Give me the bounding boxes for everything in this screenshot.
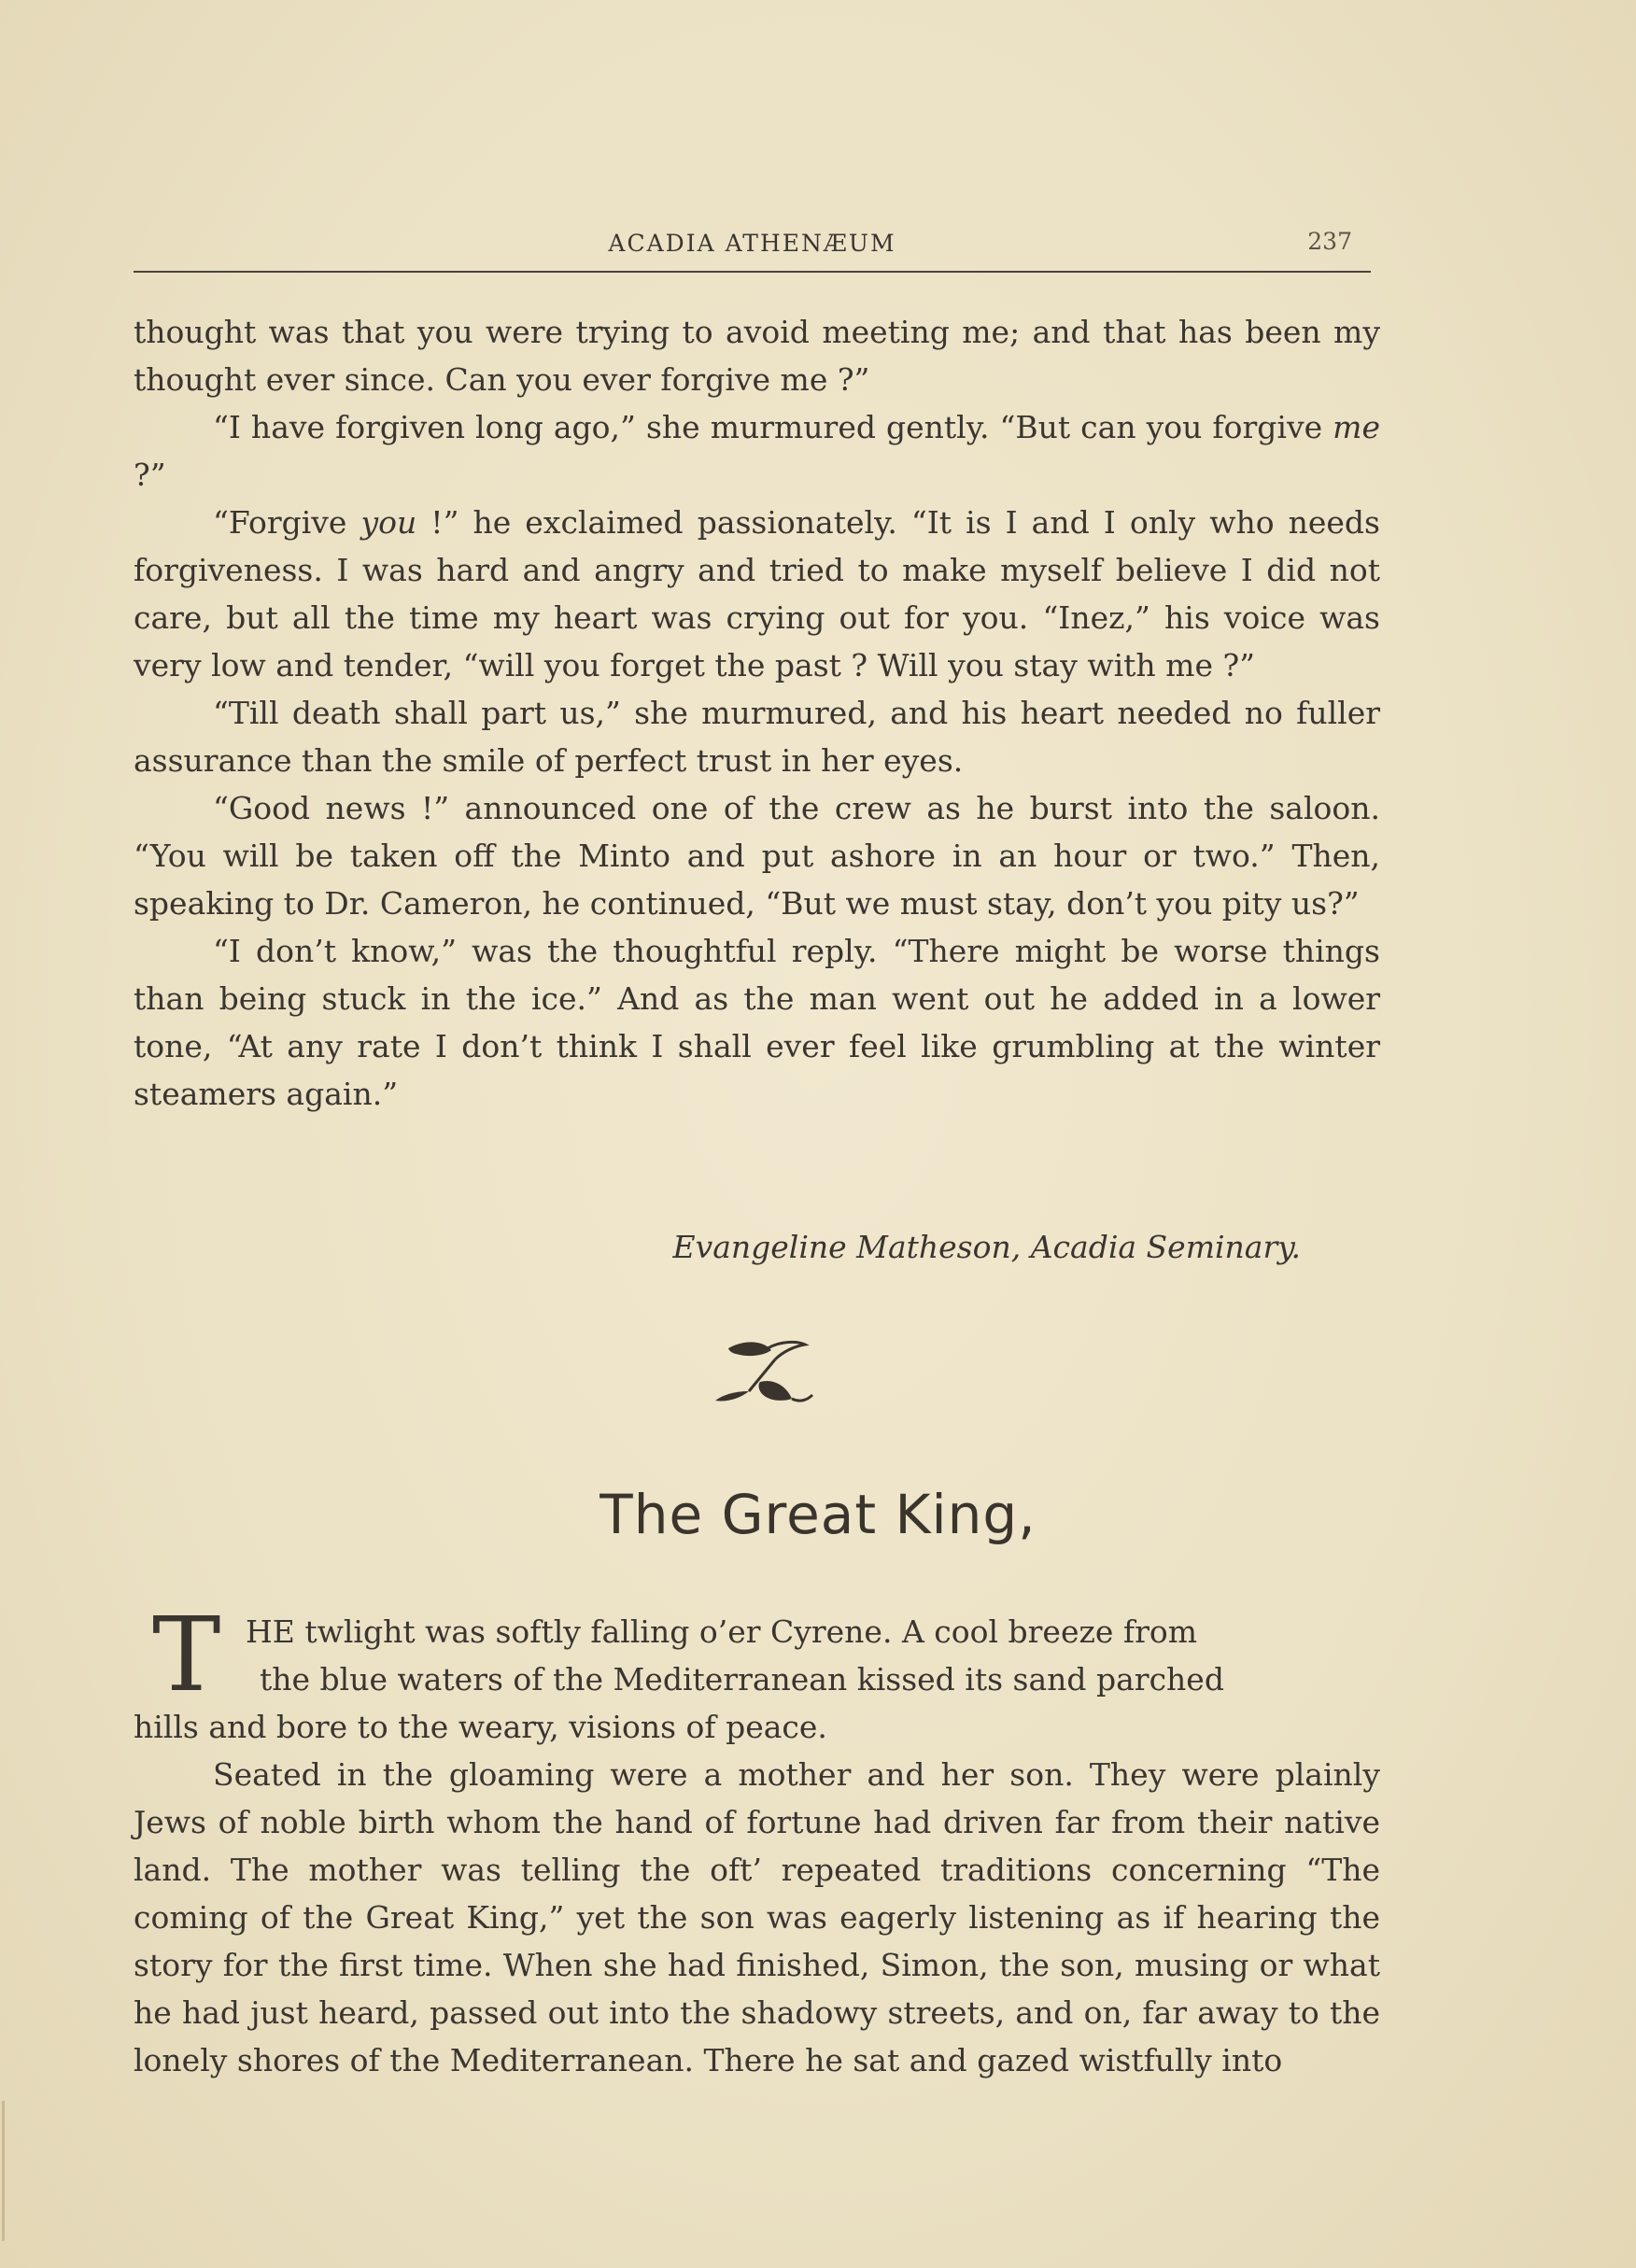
paragraph: Seated in the gloaming were a mother and her son. They were plainly Jews of noble birth whom the hand of fortune had driven far from their native land. The mother was telling the oft’ repeated traditions concerning “The coming of the Great King,” yet the son was eagerly listening as if hearing the story for the first time. When she had finished, Simon, the son, musing or what he had just heard, passed out into the shadowy streets, and on, far away to the lonely shores of the Mediterranean. There he sat and gazed wistfully into — [134, 1756, 1380, 2078]
opening-line: HE twlight was softly falling o’er Cyrene. A cool breeze from — [246, 1613, 1198, 1650]
page-header — [134, 224, 1371, 273]
paragraph: thought was that you were trying to avoid meeting me; and that has been my thought ever since. Can you ever forgive me ?” — [134, 314, 1380, 398]
story-text — [134, 308, 1380, 1118]
section-title: The Great King, — [599, 1483, 1037, 1546]
paragraph: “I don’t know,” was the thoughtful reply. “There might be worse things than being stuck in the ice.” And as the man went out he added in a lower tone, “At any rate I don’t think I shall ever feel like grumbling at the winter steamers again.” — [134, 933, 1380, 1112]
paragraph: “Till death shall part us,” she murmured, and his heart needed no fuller assurance than the smile of perfect trust in her eyes. — [134, 695, 1380, 779]
opening-line: hills and bore to the weary, visions of peace. — [134, 1709, 827, 1745]
margin-mark — [2, 2101, 5, 2241]
running-title: ACADIA ATHENÆUM — [608, 230, 896, 257]
paragraph: “Forgive you !” he exclaimed passionately. “It is I and I only who needs forgiveness. I was hard and angry and tried to make myself believe I did not care, but all the time my heart was crying out for you. “Inez,” his voice was very low and tender, “will you forget the past ? Will you stay with me ?” — [134, 504, 1380, 683]
opening-line: the blue waters of the Mediterranean kissed its sand parched — [260, 1661, 1224, 1697]
author-signature: Evangeline Matheson, Acadia Seminary. — [672, 1229, 1301, 1265]
drop-cap: T — [152, 1595, 221, 1714]
page-number: 237 — [1307, 228, 1352, 255]
fleuron-ornament-icon — [708, 1335, 816, 1414]
paragraph: “Good news !” announced one of the crew as he burst into the saloon. “You will be taken off the Minto and put ashore in an hour or two.” Then, speaking to Dr. Cameron, he continued, “But we must stay, don’t you pity us?” — [134, 790, 1380, 922]
paragraph: “I have forgiven long ago,” she murmured gently. “But can you forgive me ?” — [134, 409, 1380, 493]
section-opening — [134, 1595, 1380, 2084]
